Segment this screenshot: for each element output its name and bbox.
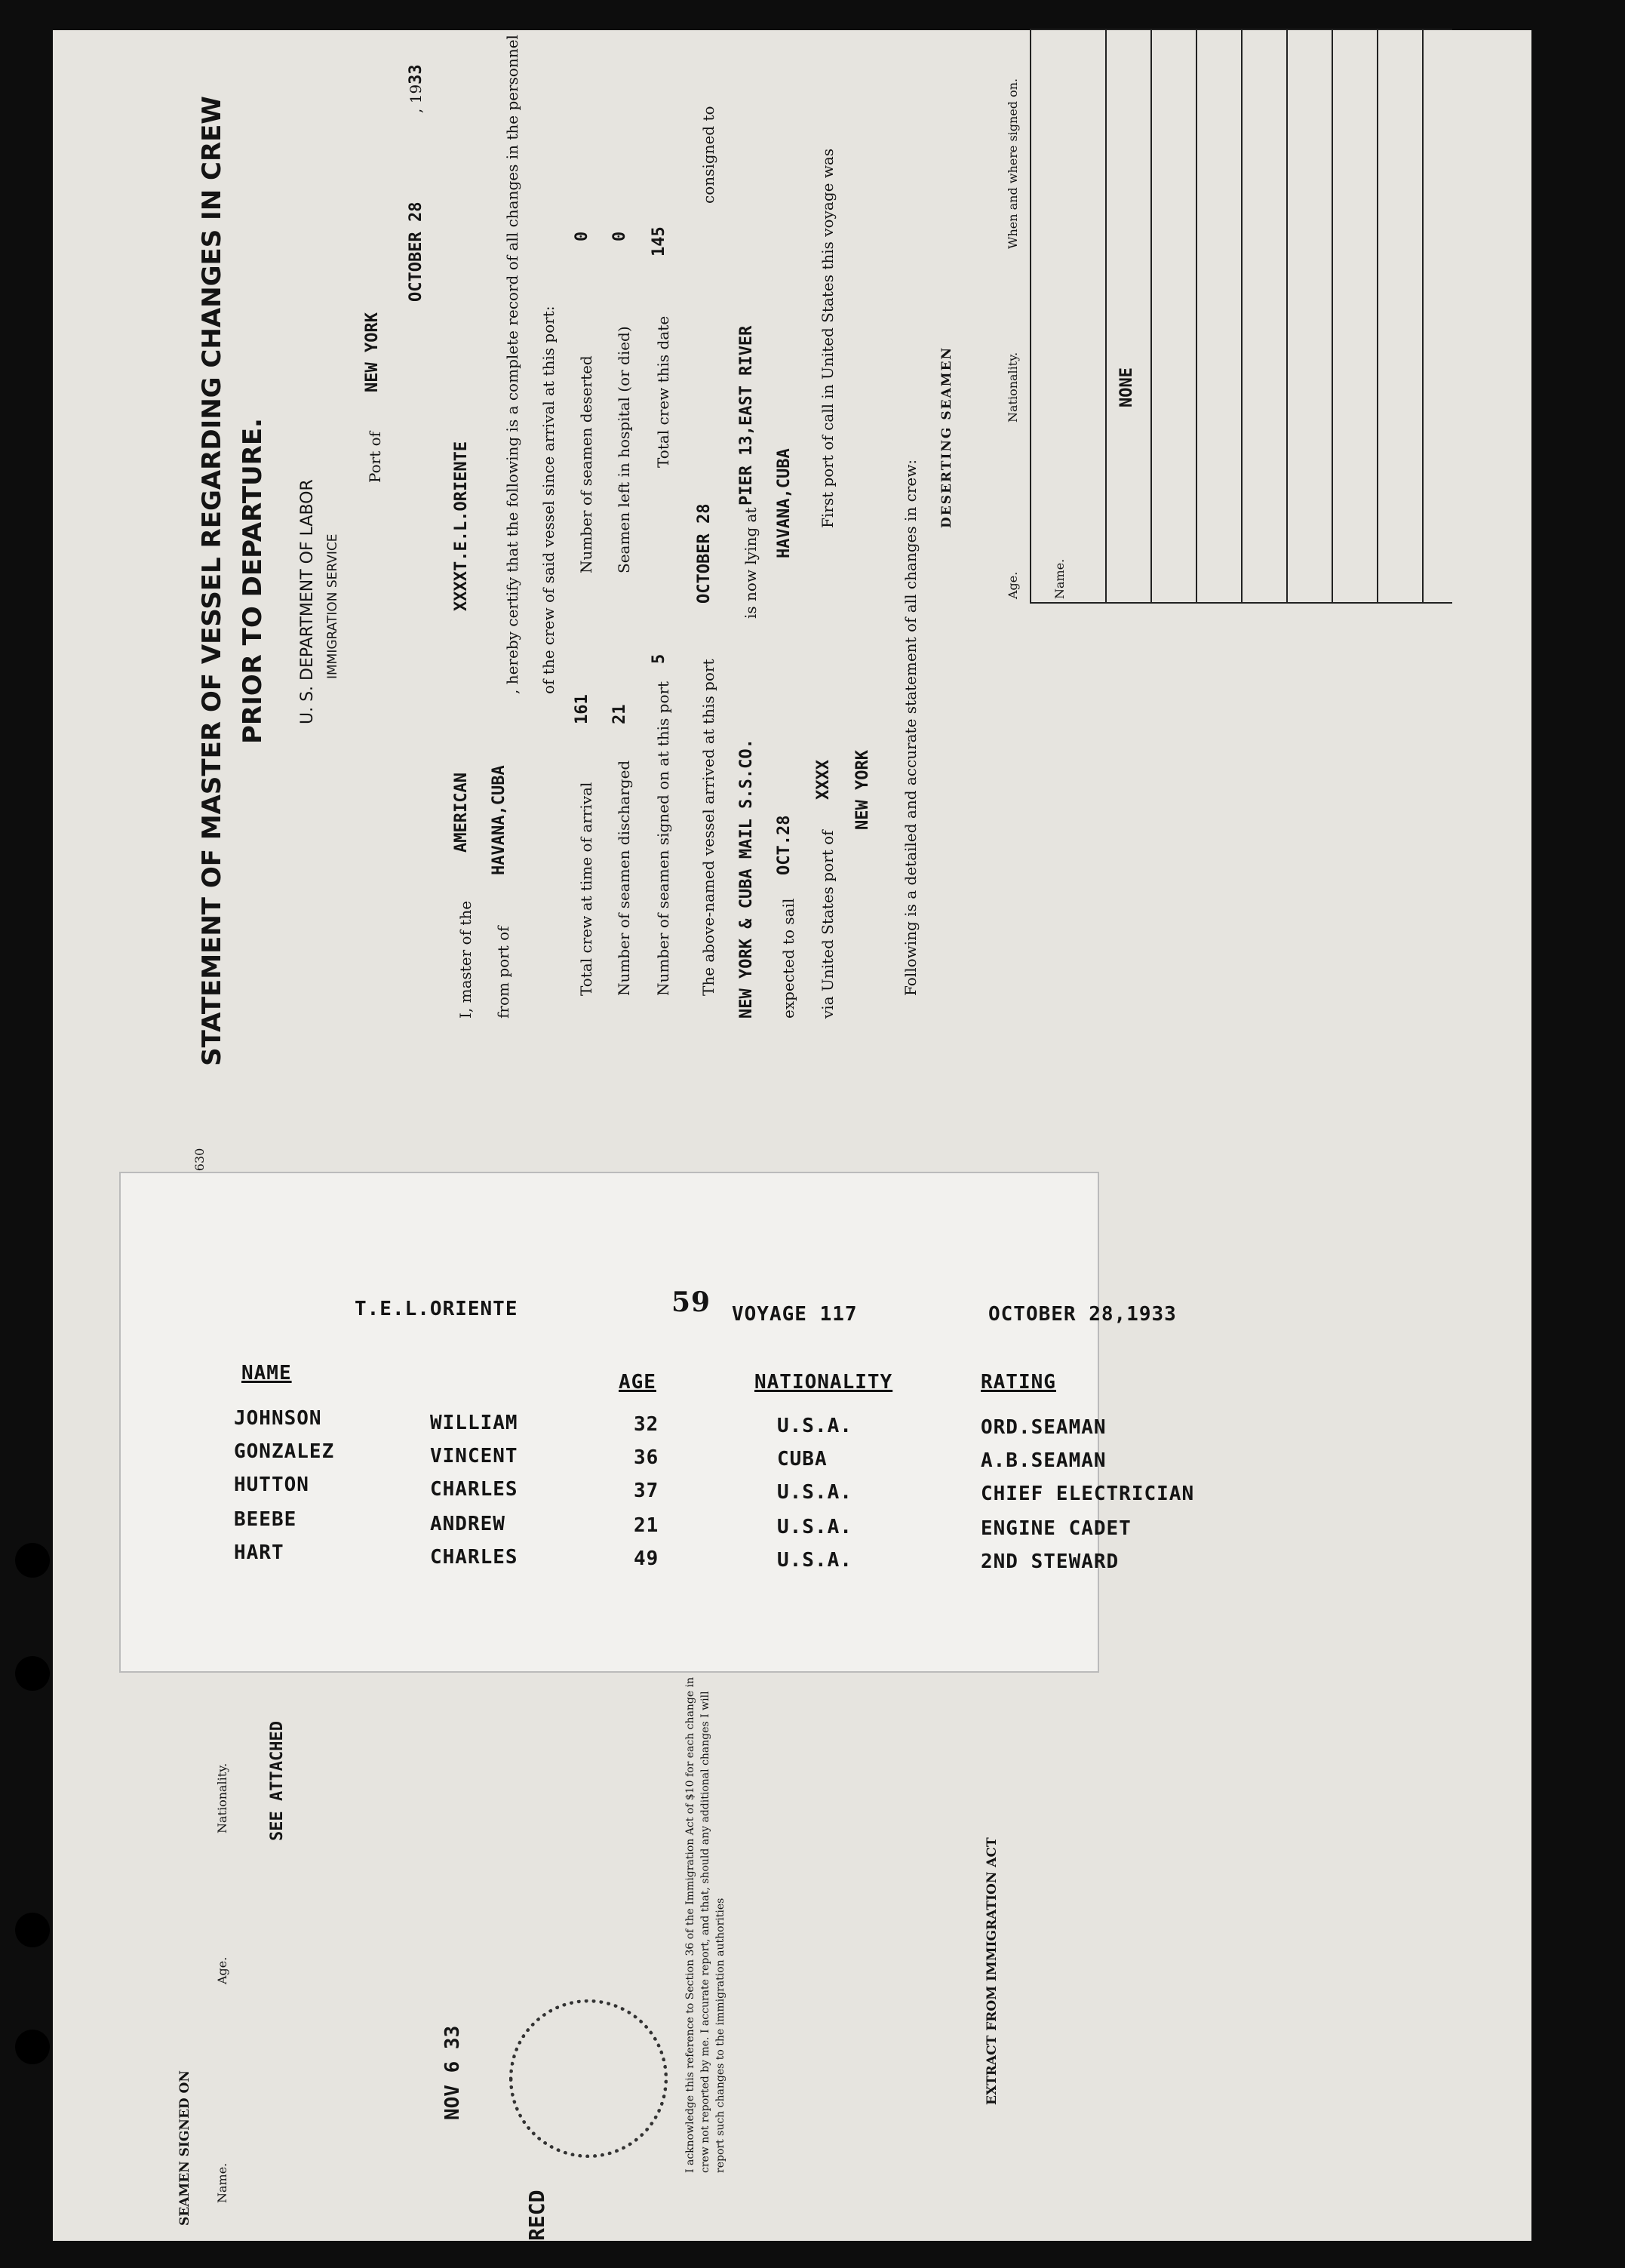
discharged-value: 21: [610, 704, 629, 724]
total-crew-value: 145: [650, 226, 668, 257]
slip-header-age: AGE: [619, 1371, 656, 1394]
col-name: Name.: [1052, 558, 1067, 599]
arrived-label: The above-named vessel arrived at this port: [699, 659, 717, 996]
row-given: WILLIAM: [430, 1412, 518, 1434]
lower-col-age: Age.: [215, 1956, 229, 1984]
slip-header-rating: RATING: [981, 1371, 1056, 1394]
immigration-stamp: [509, 1999, 668, 2158]
recd-stamp: RECD: [524, 2190, 549, 2241]
row-given: CHARLES: [430, 1478, 518, 1501]
total-arrival-label: Total crew at time of arrival: [577, 782, 595, 996]
signed-value: 5: [650, 653, 668, 664]
sail-value: OCT.28: [775, 815, 794, 875]
form-title-2: PRIOR TO DEPARTURE.: [238, 418, 268, 744]
crew-list-slip: [121, 1173, 1195, 1671]
row-rating: CHIEF ELECTRICIAN: [981, 1483, 1195, 1505]
discharged-label: Number of seamen discharged: [615, 760, 633, 996]
crew-change-form: STATEMENT OF MASTER OF VESSEL REGARDING CHANGES IN CREW PRIOR TO DEPARTURE. U. S. DEPARTMENT OF LABOR IMMIGRATION SERVICE Port of NEW YORK OCTOBER 28 , 1933 I, master of the AMERICAN XXXXT.E.L.ORIENTE from port of HAVANA,CUBA , hereby certify that the following is a complete record of all changes in the personnel of the crew of said vessel since arrival at this port: Total crew at time of arrival 161 Number of seamen deserted 0 Number of seamen discharged 21 Seamen left in hospital (or died) 0 Number of seamen signed on at this port 5 Total crew this date 145 The above-named vessel arrived at this port OCTOBER 28 consigned to NEW YORK & CUBA MAIL S.S.CO. is now lying at PIER 13,EAST RIVER expected to sail OCT.28 HAVANA,CUBA via United States port of XXXX First port of call in United States this voyage was NEW YORK Following is a detailed and accurate statement of all changes in crew: DESERTING SEAMEN Name. Age. Nationality. When and where signed on. NONE: [192, 15, 1550, 1147]
nov-stamp: NOV 6 33: [441, 2025, 464, 2120]
row-rating: 2ND STEWARD: [981, 1550, 1120, 1573]
from-port-label: from port of: [494, 926, 512, 1019]
master-label: I, master of the: [456, 900, 475, 1019]
row-age: 32: [634, 1413, 659, 1436]
row-age: 37: [634, 1480, 659, 1502]
port-label: Port of: [366, 431, 384, 483]
hospital-label: Seamen left in hospital (or died): [615, 326, 633, 573]
row-rating: ENGINE CADET: [981, 1517, 1132, 1540]
row-surname: BEEBE: [234, 1508, 297, 1531]
row-surname: HART: [234, 1541, 284, 1564]
sail-label: expected to sail: [779, 898, 797, 1019]
row-age: 36: [634, 1446, 659, 1469]
signed-label: Number of seamen signed on at this port: [654, 681, 672, 996]
punch-hole: [15, 1543, 50, 1578]
row-age: 49: [634, 1547, 659, 1570]
none-value: NONE: [1117, 367, 1136, 407]
lying-label: is now lying at: [742, 507, 760, 619]
total-crew-label: Total crew this date: [654, 315, 672, 468]
row-given: ANDREW: [430, 1513, 505, 1535]
form-title-1: STATEMENT OF MASTER OF VESSEL REGARDING CHANGES IN CREW: [197, 96, 227, 1066]
deserted-label: Number of seamen deserted: [577, 355, 595, 573]
nationality-value: AMERICAN: [452, 773, 471, 853]
slip-header-name: NAME: [241, 1362, 292, 1384]
vessel-value: XXXXT.E.L.ORIENTE: [452, 441, 471, 611]
from-port-value: HAVANA,CUBA: [490, 765, 508, 875]
row-nationality: U.S.A.: [777, 1516, 852, 1538]
lower-col-nationality: Nationality.: [215, 1762, 229, 1833]
punch-hole: [15, 1656, 50, 1691]
slip-number: 59: [671, 1286, 711, 1318]
row-surname: GONZALEZ: [234, 1440, 335, 1463]
hospital-value: 0: [610, 231, 629, 241]
lying-value: PIER 13,EAST RIVER: [737, 325, 756, 506]
via-label: via United States port of: [819, 830, 837, 1019]
row-rating: A.B.SEAMAN: [981, 1449, 1107, 1472]
date-value: OCTOBER 28: [407, 201, 425, 302]
deserted-value: 0: [573, 231, 591, 241]
consigned-label: consigned to: [699, 106, 717, 204]
row-nationality: U.S.A.: [777, 1549, 852, 1572]
col-nationality: Nationality.: [1006, 352, 1020, 423]
department: U. S. DEPARTMENT OF LABOR: [298, 479, 317, 724]
arrived-value: OCTOBER 28: [695, 503, 714, 604]
total-arrival-value: 161: [573, 694, 591, 724]
deserting-seamen-table: [1006, 30, 1452, 604]
row-nationality: CUBA: [777, 1448, 828, 1471]
slip-voyage: VOYAGE 117: [732, 1303, 858, 1326]
col-age: Age.: [1006, 571, 1020, 599]
row-rating: ORD.SEAMAN: [981, 1416, 1107, 1439]
year-value: 33: [407, 64, 425, 85]
first-port-value: NEW YORK: [853, 750, 872, 830]
first-port-label: First port of call in United States this voyage was: [819, 148, 837, 528]
row-surname: HUTTON: [234, 1474, 309, 1496]
extract-title: EXTRACT FROM IMMIGRATION ACT: [985, 1837, 1000, 2105]
following-text: Following is a detailed and accurate statement of all changes in crew:: [902, 459, 920, 996]
row-surname: JOHNSON: [234, 1407, 322, 1430]
service: IMMIGRATION SERVICE: [325, 533, 340, 679]
slip-vessel: T.E.L.ORIENTE: [355, 1298, 518, 1320]
sail-for-value: HAVANA,CUBA: [775, 448, 794, 558]
row-nationality: U.S.A.: [777, 1415, 852, 1437]
port-value: NEW YORK: [363, 312, 382, 392]
certify-text: , hereby certify that the following is a complete record of all changes in the personnel of the crew of said vessel since arrival at this port:: [503, 35, 558, 694]
slip-header-nationality: NATIONALITY: [754, 1371, 893, 1394]
col-when: When and where signed on.: [1006, 78, 1020, 249]
punch-hole: [15, 1913, 50, 1947]
lower-col-name: Name.: [215, 2162, 229, 2203]
punch-hole: [15, 2030, 50, 2064]
row-nationality: U.S.A.: [777, 1481, 852, 1504]
row-age: 21: [634, 1514, 659, 1537]
deserting-header: DESERTING SEAMEN: [939, 346, 954, 528]
slip-date: OCTOBER 28,1933: [988, 1303, 1177, 1326]
seamen-signed-on-section: [177, 1660, 1286, 2241]
see-attached: SEE ATTACHED: [268, 1721, 287, 1841]
consignee-value: NEW YORK & CUBA MAIL S.S.CO.: [737, 739, 756, 1019]
row-given: VINCENT: [430, 1445, 518, 1467]
acknowledgement-text: I acknowledge this reference to Section 36 of the Immigration Act of $10 for each change in crew not reported by me. I accurate report, and that, should any additional changes I will report such changes to the immigration authorities: [684, 1676, 726, 2173]
signed-on-header: SEAMEN SIGNED ON: [177, 2070, 192, 2226]
via-value: XXXX: [814, 760, 833, 800]
row-given: CHARLES: [430, 1546, 518, 1569]
